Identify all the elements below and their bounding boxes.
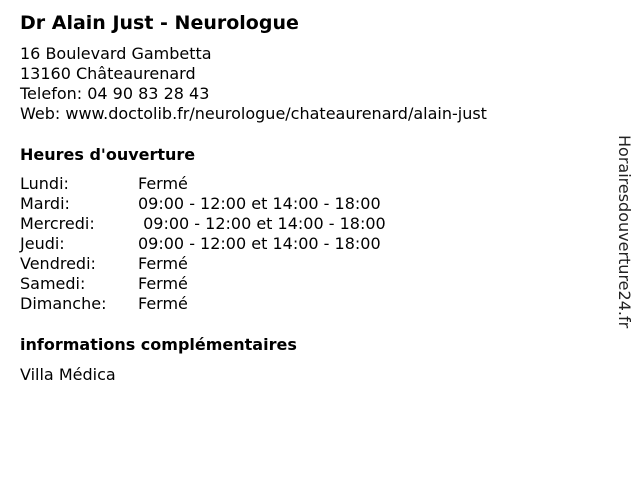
additional-info-text: Villa Médica xyxy=(20,365,116,384)
city-postal-code: 13160 Châteaurenard xyxy=(20,64,196,83)
day-hours: Fermé xyxy=(138,174,188,193)
day-label: Jeudi: xyxy=(20,234,65,253)
day-hours: Fermé xyxy=(138,274,188,293)
opening-hours-heading: Heures d'ouverture xyxy=(20,145,196,164)
street-address: 16 Boulevard Gambetta xyxy=(20,44,212,63)
day-label: Lundi: xyxy=(20,174,69,193)
day-label: Mercredi: xyxy=(20,214,95,233)
contact-block xyxy=(20,44,487,124)
day-hours: 09:00 - 12:00 et 14:00 - 18:00 xyxy=(138,214,386,233)
additional-info-heading: informations complémentaires xyxy=(20,335,297,354)
day-hours: 09:00 - 12:00 et 14:00 - 18:00 xyxy=(138,194,381,213)
day-hours: Fermé xyxy=(138,254,188,273)
phone-number: Telefon: 04 90 83 28 43 xyxy=(20,84,210,103)
day-hours: Fermé xyxy=(138,294,188,313)
day-label: Samedi: xyxy=(20,274,86,293)
day-hours: 09:00 - 12:00 et 14:00 - 18:00 xyxy=(138,234,381,253)
day-label: Mardi: xyxy=(20,194,70,213)
website-url: Web: www.doctolib.fr/neurologue/chateaurenard/alain-just xyxy=(20,104,487,123)
site-watermark: Horairesdouverture24.fr xyxy=(615,135,634,329)
day-label: Dimanche: xyxy=(20,294,107,313)
page-title: Dr Alain Just - Neurologue xyxy=(20,12,299,34)
day-label: Vendredi: xyxy=(20,254,96,273)
